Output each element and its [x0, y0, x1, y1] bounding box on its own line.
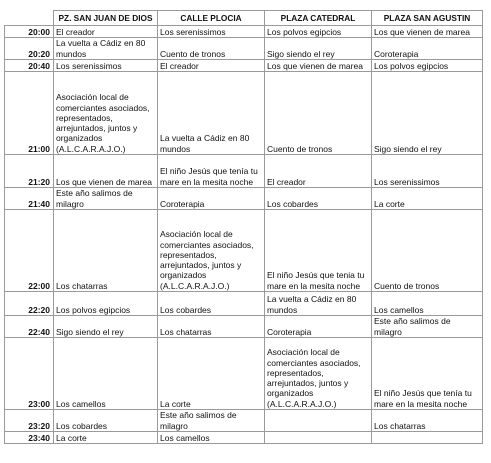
table-cell: Cuento de tronos	[158, 38, 265, 60]
table-cell: Coroterapia	[158, 188, 265, 210]
table-row	[5, 60, 483, 72]
header-san-juan-de-dios: PZ. SAN JUAN DE DIOS	[54, 11, 158, 26]
table-row	[5, 188, 483, 210]
table-cell: Los chatarras	[54, 210, 158, 292]
table-row	[5, 432, 483, 444]
table-cell: Este año salimos de milagro	[372, 316, 483, 338]
table-cell: Los cobardes	[265, 188, 372, 210]
table-cell: Asociación local de comerciantes asociados, representados, arrejuntados, juntos y organizados (A.L.C.A.R.A.J.O.)	[265, 338, 372, 410]
table-cell: Los serenissimos	[54, 60, 158, 72]
table-cell: La vuelta a Cádiz en 80 mundos	[265, 292, 372, 316]
table-cell: Los polvos egipcios	[372, 60, 483, 72]
table-cell: Los camellos	[372, 292, 483, 316]
table-row	[5, 338, 483, 410]
header-row	[5, 11, 483, 26]
time-cell: 21:00	[5, 72, 54, 155]
table-row	[5, 26, 483, 38]
table-cell: Cuento de tronos	[265, 72, 372, 155]
table-row	[5, 210, 483, 292]
table-cell: Los que vienen de marea	[372, 26, 483, 38]
header-calle-plocia: CALLE PLOCIA	[158, 11, 265, 26]
table-cell: Los serenissimos	[372, 155, 483, 188]
table-cell: Los chatarras	[158, 316, 265, 338]
table-cell: Sigo siendo el rey	[54, 316, 158, 338]
table-cell: Asociación local de comerciantes asociados, representados, arrejuntados, juntos y organizados (A.L.C.A.R.A.J.O.)	[54, 72, 158, 155]
table-cell: Los camellos	[54, 338, 158, 410]
table-cell	[372, 432, 483, 444]
table-cell: Los cobardes	[54, 410, 158, 432]
table-cell: El creador	[54, 26, 158, 38]
table-cell: La vuelta a Cádiz en 80 mundos	[158, 72, 265, 155]
time-cell: 22:00	[5, 210, 54, 292]
table-row	[5, 155, 483, 188]
table-cell: Sigo siendo el rey	[372, 72, 483, 155]
table-row	[5, 292, 483, 316]
table-cell: Sigo siendo el rey	[265, 38, 372, 60]
table-cell: La corte	[372, 188, 483, 210]
table-cell: El creador	[265, 155, 372, 188]
table-cell: Los que vienen de marea	[54, 155, 158, 188]
table-row	[5, 72, 483, 155]
table-cell: Cuento de tronos	[372, 210, 483, 292]
table-cell: Los chatarras	[372, 410, 483, 432]
header-plaza-catedral: PLAZA CATEDRAL	[265, 11, 372, 26]
schedule-table	[4, 10, 483, 444]
table-cell	[265, 410, 372, 432]
table-row	[5, 410, 483, 432]
table-cell: El creador	[158, 60, 265, 72]
table-cell: Coroterapia	[372, 38, 483, 60]
table-row	[5, 316, 483, 338]
table-cell: Los cobardes	[158, 292, 265, 316]
table-cell: La corte	[158, 338, 265, 410]
table-cell: La corte	[54, 432, 158, 444]
header-time	[5, 11, 54, 26]
table-cell: Los polvos egipcios	[54, 292, 158, 316]
table-cell: El niño Jesús que tenía tu mare en la mesita noche	[372, 338, 483, 410]
table-cell	[265, 432, 372, 444]
table-cell: Los que vienen de marea	[265, 60, 372, 72]
table-cell: Este año salimos de milagro	[54, 188, 158, 210]
time-cell: 22:20	[5, 292, 54, 316]
time-cell: 21:40	[5, 188, 54, 210]
time-cell: 20:20	[5, 38, 54, 60]
table-cell: Los camellos	[158, 432, 265, 444]
time-cell: 23:20	[5, 410, 54, 432]
table-cell: Asociación local de comerciantes asociados, representados, arrejuntados, juntos y organizados (A.L.C.A.R.A.J.O.)	[158, 210, 265, 292]
table-cell: Los polvos egipcios	[265, 26, 372, 38]
table-cell: La vuelta a Cádiz en 80 mundos	[54, 38, 158, 60]
table-cell: Este año salimos de milagro	[158, 410, 265, 432]
time-cell: 23:40	[5, 432, 54, 444]
time-cell: 22:40	[5, 316, 54, 338]
table-row	[5, 38, 483, 60]
time-cell: 20:00	[5, 26, 54, 38]
table-cell: Coroterapia	[265, 316, 372, 338]
header-plaza-san-agustin: PLAZA SAN AGUSTIN	[372, 11, 483, 26]
table-cell: El niño Jesús que tenia tu mare en la mesita noche	[265, 210, 372, 292]
table-cell: Los serenissimos	[158, 26, 265, 38]
time-cell: 20:40	[5, 60, 54, 72]
time-cell: 21:20	[5, 155, 54, 188]
time-cell: 23:00	[5, 338, 54, 410]
table-cell: El niño Jesús que tenía tu mare en la mesita noche	[158, 155, 265, 188]
